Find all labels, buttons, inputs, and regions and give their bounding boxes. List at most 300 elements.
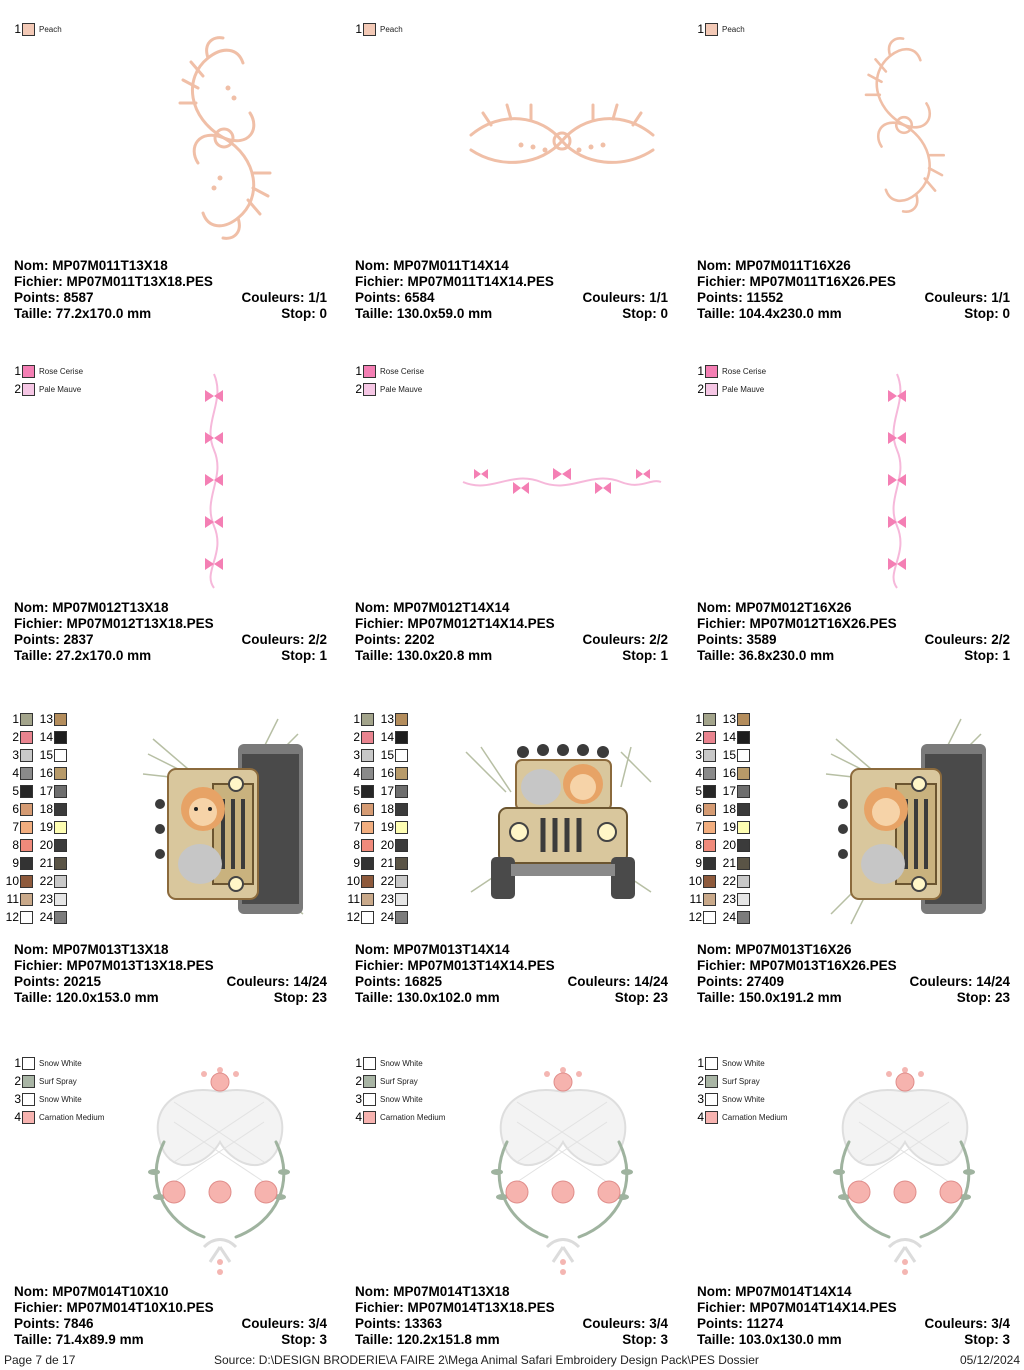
design-points: Points: 3589: [697, 632, 777, 647]
thread-number: 22: [380, 874, 394, 888]
thread-swatch: [361, 785, 374, 798]
thread-row: [38, 836, 70, 854]
design-card: [683, 342, 1024, 684]
design-colors: Couleurs: 14/24: [567, 974, 668, 989]
thread-row: 1 Peach: [14, 22, 62, 36]
thread-number: 7: [12, 820, 19, 834]
thread-number: 18: [39, 802, 53, 816]
thread-swatch: [361, 857, 374, 870]
thread-number: 7: [695, 820, 702, 834]
thread-number: 4: [353, 766, 360, 780]
thread-palette: [8, 1054, 104, 1126]
thread-row: 2 Surf Spray: [697, 1074, 760, 1088]
thread-swatch: [703, 767, 716, 780]
design-colors: Couleurs: 14/24: [909, 974, 1010, 989]
thread-swatch: [54, 803, 67, 816]
thread-number: 5: [12, 784, 19, 798]
thread-number: 2: [353, 730, 360, 744]
design-card: [683, 0, 1024, 342]
design-stop: Stop: 23: [273, 990, 327, 1005]
thread-swatch: [54, 893, 67, 906]
thread-row: [687, 836, 719, 854]
design-file: Fichier: MP07M013T13X18.PES: [14, 958, 214, 973]
thread-palette: [4, 710, 70, 926]
thread-swatch: [54, 839, 67, 852]
thread-swatch: [20, 749, 33, 762]
thread-row: [379, 728, 411, 746]
design-info: [355, 600, 668, 664]
thread-number: 7: [353, 820, 360, 834]
design-size: Taille: 120.2x151.8 mm: [355, 1332, 500, 1347]
safari-jeep-side-art: [138, 714, 308, 932]
thread-row: [379, 872, 411, 890]
thread-number: 24: [39, 910, 53, 924]
thread-number: 17: [722, 784, 736, 798]
thread-swatch: [703, 803, 716, 816]
thread-number: 5: [695, 784, 702, 798]
thread-row: 2 Surf Spray: [14, 1074, 77, 1088]
design-info: [14, 1284, 327, 1348]
thread-number: 20: [39, 838, 53, 852]
thread-swatch: [703, 839, 716, 852]
thread-row: [4, 908, 36, 926]
thread-number: 12: [688, 910, 702, 924]
design-colors: Couleurs: 1/1: [924, 290, 1010, 305]
thread-number: 8: [12, 838, 19, 852]
design-points: Points: 13363: [355, 1316, 443, 1331]
design-colors: Couleurs: 3/4: [241, 1316, 327, 1331]
thread-swatch: [705, 1111, 718, 1124]
thread-swatch: [20, 731, 33, 744]
thread-swatch: [20, 803, 33, 816]
thread-row: [345, 800, 377, 818]
thread-row: [4, 890, 36, 908]
thread-row: 1 Snow White: [14, 1056, 82, 1070]
thread-number: 6: [695, 802, 702, 816]
thread-swatch: [395, 821, 408, 834]
design-file: Fichier: MP07M012T13X18.PES: [14, 616, 214, 631]
thread-row: [345, 836, 377, 854]
thread-row: [721, 710, 753, 728]
design-card: [0, 1026, 341, 1368]
thread-number: 16: [39, 766, 53, 780]
thread-swatch: [361, 839, 374, 852]
design-points: Points: 27409: [697, 974, 785, 989]
thread-swatch: [703, 731, 716, 744]
rose-lace-wreath-art: [819, 1062, 991, 1280]
design-name: Nom: MP07M012T16X26: [697, 600, 852, 615]
thread-row: [345, 728, 377, 746]
design-size: Taille: 71.4x89.9 mm: [14, 1332, 144, 1347]
thread-swatch: [363, 23, 376, 36]
thread-row: [721, 854, 753, 872]
thread-swatch: [395, 893, 408, 906]
design-size: Taille: 130.0x20.8 mm: [355, 648, 493, 663]
thread-swatch: [20, 821, 33, 834]
design-stop: Stop: 0: [622, 306, 668, 321]
thread-number: 10: [5, 874, 19, 888]
thread-row: [4, 728, 36, 746]
thread-number: 14: [39, 730, 53, 744]
design-name: Nom: MP07M012T14X14: [355, 600, 510, 615]
thread-number: 16: [722, 766, 736, 780]
thread-number: 23: [722, 892, 736, 906]
thread-swatch: [361, 821, 374, 834]
thread-palette: [687, 710, 753, 926]
thread-row: [38, 710, 70, 728]
design-file: Fichier: MP07M013T14X14.PES: [355, 958, 555, 973]
ornament-vertical-art: [853, 30, 955, 220]
thread-swatch: [54, 821, 67, 834]
thread-row: [38, 728, 70, 746]
thread-row: 3 Snow White: [355, 1092, 423, 1106]
design-size: Taille: 77.2x170.0 mm: [14, 306, 152, 321]
design-file: Fichier: MP07M011T16X26.PES: [697, 274, 896, 289]
thread-swatch: [20, 713, 33, 726]
thread-row: [687, 890, 719, 908]
thread-swatch: [363, 1057, 376, 1070]
design-info: [14, 942, 327, 1006]
thread-swatch: [737, 875, 750, 888]
thread-swatch: [703, 713, 716, 726]
thread-row: [687, 710, 719, 728]
design-points: Points: 2202: [355, 632, 435, 647]
source-path: Source: D:\DESIGN BRODERIE\A FAIRE 2\Mega Animal Safari Embroidery Design Pack\PES Dossier: [214, 1353, 759, 1367]
design-stop: Stop: 3: [964, 1332, 1010, 1347]
thread-row: 1 Rose Cerise: [697, 364, 767, 378]
thread-number: 12: [346, 910, 360, 924]
thread-row: [38, 818, 70, 836]
thread-number: 16: [380, 766, 394, 780]
thread-row: 3 Snow White: [697, 1092, 765, 1106]
thread-swatch: [361, 731, 374, 744]
thread-row: 1 Snow White: [355, 1056, 423, 1070]
thread-swatch: [737, 857, 750, 870]
design-size: Taille: 130.0x102.0 mm: [355, 990, 500, 1005]
design-card: [341, 1026, 682, 1368]
design-name: Nom: MP07M013T16X26: [697, 942, 852, 957]
thread-swatch: [361, 893, 374, 906]
thread-row: [345, 908, 377, 926]
thread-number: 9: [695, 856, 702, 870]
thread-row: [721, 764, 753, 782]
thread-swatch: [54, 857, 67, 870]
thread-number: 20: [380, 838, 394, 852]
thread-row: [4, 800, 36, 818]
thread-swatch: [705, 383, 718, 396]
thread-swatch: [54, 713, 67, 726]
thread-row: [687, 854, 719, 872]
thread-swatch: [395, 803, 408, 816]
design-info: [355, 1284, 668, 1348]
thread-row: [4, 818, 36, 836]
bow-border-vertical-art: [200, 372, 228, 590]
thread-swatch: [737, 713, 750, 726]
design-card: [341, 0, 682, 342]
thread-palette: [349, 20, 403, 38]
thread-number: 23: [380, 892, 394, 906]
thread-number: 15: [39, 748, 53, 762]
thread-swatch: [54, 875, 67, 888]
thread-row: [687, 782, 719, 800]
design-info: [697, 1284, 1010, 1348]
thread-number: 24: [722, 910, 736, 924]
thread-number: 4: [695, 766, 702, 780]
thread-row: [379, 908, 411, 926]
thread-row: [4, 746, 36, 764]
thread-swatch: [22, 1093, 35, 1106]
thread-swatch: [20, 857, 33, 870]
design-stop: Stop: 1: [622, 648, 668, 663]
thread-swatch: [705, 1075, 718, 1088]
thread-swatch: [20, 767, 33, 780]
design-points: Points: 20215: [14, 974, 102, 989]
design-card: [0, 0, 341, 342]
design-points: Points: 8587: [14, 290, 94, 305]
thread-row: [379, 764, 411, 782]
thread-swatch: [22, 1111, 35, 1124]
thread-swatch: [703, 821, 716, 834]
thread-palette: [691, 1054, 787, 1126]
design-card: [683, 1026, 1024, 1368]
thread-swatch: [20, 785, 33, 798]
thread-row: [687, 800, 719, 818]
bow-border-horizontal-art: [461, 464, 663, 500]
thread-swatch: [705, 23, 718, 36]
thread-swatch: [361, 803, 374, 816]
thread-number: 2: [695, 730, 702, 744]
thread-number: 8: [353, 838, 360, 852]
thread-row: [38, 746, 70, 764]
thread-swatch: [703, 893, 716, 906]
thread-swatch: [20, 893, 33, 906]
design-stop: Stop: 1: [964, 648, 1010, 663]
thread-number: 19: [39, 820, 53, 834]
design-points: Points: 11274: [697, 1316, 784, 1331]
thread-number: 3: [695, 748, 702, 762]
thread-swatch: [395, 875, 408, 888]
thread-swatch: [22, 23, 35, 36]
design-name: Nom: MP07M013T14X14: [355, 942, 510, 957]
design-stop: Stop: 23: [614, 990, 668, 1005]
thread-swatch: [22, 383, 35, 396]
design-points: Points: 11552: [697, 290, 784, 305]
page-number: Page 7 de 17: [4, 1353, 76, 1367]
thread-row: [4, 836, 36, 854]
design-colors: Couleurs: 3/4: [582, 1316, 668, 1331]
thread-palette: [691, 362, 766, 398]
thread-palette: [349, 1054, 445, 1126]
thread-number: 19: [722, 820, 736, 834]
thread-row: [379, 854, 411, 872]
thread-row: 1 Peach: [355, 22, 403, 36]
design-points: Points: 2837: [14, 632, 94, 647]
thread-swatch: [705, 1093, 718, 1106]
thread-row: [721, 872, 753, 890]
thread-row: [687, 764, 719, 782]
thread-swatch: [395, 911, 408, 924]
design-points: Points: 7846: [14, 1316, 94, 1331]
design-size: Taille: 120.0x153.0 mm: [14, 990, 159, 1005]
ornament-vertical-art: [168, 28, 280, 248]
thread-row: [379, 710, 411, 728]
design-stop: Stop: 1: [281, 648, 327, 663]
thread-row: 2 Pale Mauve: [14, 382, 82, 396]
thread-row: [687, 728, 719, 746]
design-info: [355, 258, 668, 322]
thread-swatch: [54, 767, 67, 780]
thread-number: 9: [12, 856, 19, 870]
thread-number: 15: [722, 748, 736, 762]
thread-number: 13: [39, 712, 53, 726]
design-info: [14, 600, 327, 664]
design-colors: Couleurs: 1/1: [241, 290, 327, 305]
design-card: [0, 342, 341, 684]
thread-number: 22: [39, 874, 53, 888]
thread-row: 1 Rose Cerise: [355, 364, 425, 378]
design-name: Nom: MP07M014T10X10: [14, 1284, 169, 1299]
thread-swatch: [54, 911, 67, 924]
thread-swatch: [363, 1093, 376, 1106]
thread-swatch: [737, 731, 750, 744]
thread-row: [38, 854, 70, 872]
thread-number: 3: [353, 748, 360, 762]
design-colors: Couleurs: 14/24: [226, 974, 327, 989]
thread-swatch: [395, 857, 408, 870]
thread-swatch: [737, 767, 750, 780]
thread-swatch: [395, 749, 408, 762]
thread-swatch: [703, 875, 716, 888]
design-file: Fichier: MP07M012T16X26.PES: [697, 616, 897, 631]
thread-row: [721, 782, 753, 800]
thread-number: 1: [12, 712, 19, 726]
thread-swatch: [737, 893, 750, 906]
thread-row: [345, 782, 377, 800]
thread-row: [345, 854, 377, 872]
thread-swatch: [361, 767, 374, 780]
thread-number: 6: [353, 802, 360, 816]
thread-swatch: [703, 911, 716, 924]
thread-number: 15: [380, 748, 394, 762]
thread-row: [721, 746, 753, 764]
design-size: Taille: 36.8x230.0 mm: [697, 648, 835, 663]
thread-palette: [345, 710, 411, 926]
thread-row: [721, 818, 753, 836]
thread-number: 11: [6, 892, 19, 906]
thread-row: 4 Carnation Medium: [355, 1110, 446, 1124]
thread-number: 22: [722, 874, 736, 888]
design-info: [697, 258, 1010, 322]
design-card: [341, 342, 682, 684]
thread-number: 19: [380, 820, 394, 834]
design-card: [341, 684, 682, 1026]
thread-swatch: [737, 749, 750, 762]
thread-row: [345, 818, 377, 836]
thread-row: [4, 872, 36, 890]
thread-row: [721, 800, 753, 818]
design-name: Nom: MP07M014T14X14: [697, 1284, 852, 1299]
thread-row: 3 Snow White: [14, 1092, 82, 1106]
thread-swatch: [22, 1075, 35, 1088]
thread-row: [721, 890, 753, 908]
thread-swatch: [20, 875, 33, 888]
thread-number: 17: [39, 784, 53, 798]
design-stop: Stop: 0: [281, 306, 327, 321]
thread-number: 18: [380, 802, 394, 816]
thread-swatch: [395, 785, 408, 798]
thread-row: [379, 818, 411, 836]
thread-swatch: [395, 731, 408, 744]
design-size: Taille: 103.0x130.0 mm: [697, 1332, 842, 1347]
thread-swatch: [395, 839, 408, 852]
thread-row: [4, 782, 36, 800]
thread-number: 6: [12, 802, 19, 816]
design-file: Fichier: MP07M013T16X26.PES: [697, 958, 897, 973]
design-size: Taille: 130.0x59.0 mm: [355, 306, 493, 321]
design-points: Points: 6584: [355, 290, 435, 305]
design-size: Taille: 104.4x230.0 mm: [697, 306, 842, 321]
thread-number: 10: [346, 874, 360, 888]
thread-number: 10: [688, 874, 702, 888]
thread-number: 14: [380, 730, 394, 744]
safari-jeep-front-art: [461, 742, 663, 910]
thread-swatch: [363, 365, 376, 378]
design-file: Fichier: MP07M011T14X14.PES: [355, 274, 554, 289]
design-size: Taille: 150.0x191.2 mm: [697, 990, 842, 1005]
thread-number: 11: [689, 892, 702, 906]
rose-lace-wreath-art: [477, 1062, 649, 1280]
thread-swatch: [363, 383, 376, 396]
thread-number: 21: [380, 856, 394, 870]
thread-number: 21: [39, 856, 53, 870]
design-card: [683, 684, 1024, 1026]
thread-number: 24: [380, 910, 394, 924]
thread-number: 12: [5, 910, 19, 924]
thread-row: [687, 818, 719, 836]
design-points: Points: 16825: [355, 974, 443, 989]
thread-swatch: [22, 365, 35, 378]
thread-number: 21: [722, 856, 736, 870]
design-file: Fichier: MP07M011T13X18.PES: [14, 274, 213, 289]
thread-row: 1 Snow White: [697, 1056, 765, 1070]
design-info: [14, 258, 327, 322]
print-date: 05/12/2024: [959, 1353, 1020, 1367]
thread-row: [687, 908, 719, 926]
thread-swatch: [737, 821, 750, 834]
thread-number: 1: [353, 712, 360, 726]
thread-row: [379, 800, 411, 818]
thread-number: 18: [722, 802, 736, 816]
thread-swatch: [20, 839, 33, 852]
design-file: Fichier: MP07M014T10X10.PES: [14, 1300, 214, 1315]
thread-number: 2: [12, 730, 19, 744]
thread-row: 4 Carnation Medium: [14, 1110, 105, 1124]
thread-swatch: [737, 803, 750, 816]
thread-row: [721, 908, 753, 926]
thread-row: [38, 908, 70, 926]
thread-row: [379, 782, 411, 800]
thread-number: 20: [722, 838, 736, 852]
design-name: Nom: MP07M012T13X18: [14, 600, 169, 615]
thread-swatch: [54, 749, 67, 762]
thread-swatch: [395, 767, 408, 780]
thread-swatch: [22, 1057, 35, 1070]
thread-swatch: [705, 1057, 718, 1070]
thread-swatch: [20, 911, 33, 924]
thread-row: [379, 890, 411, 908]
thread-number: 14: [722, 730, 736, 744]
thread-number: 1: [695, 712, 702, 726]
